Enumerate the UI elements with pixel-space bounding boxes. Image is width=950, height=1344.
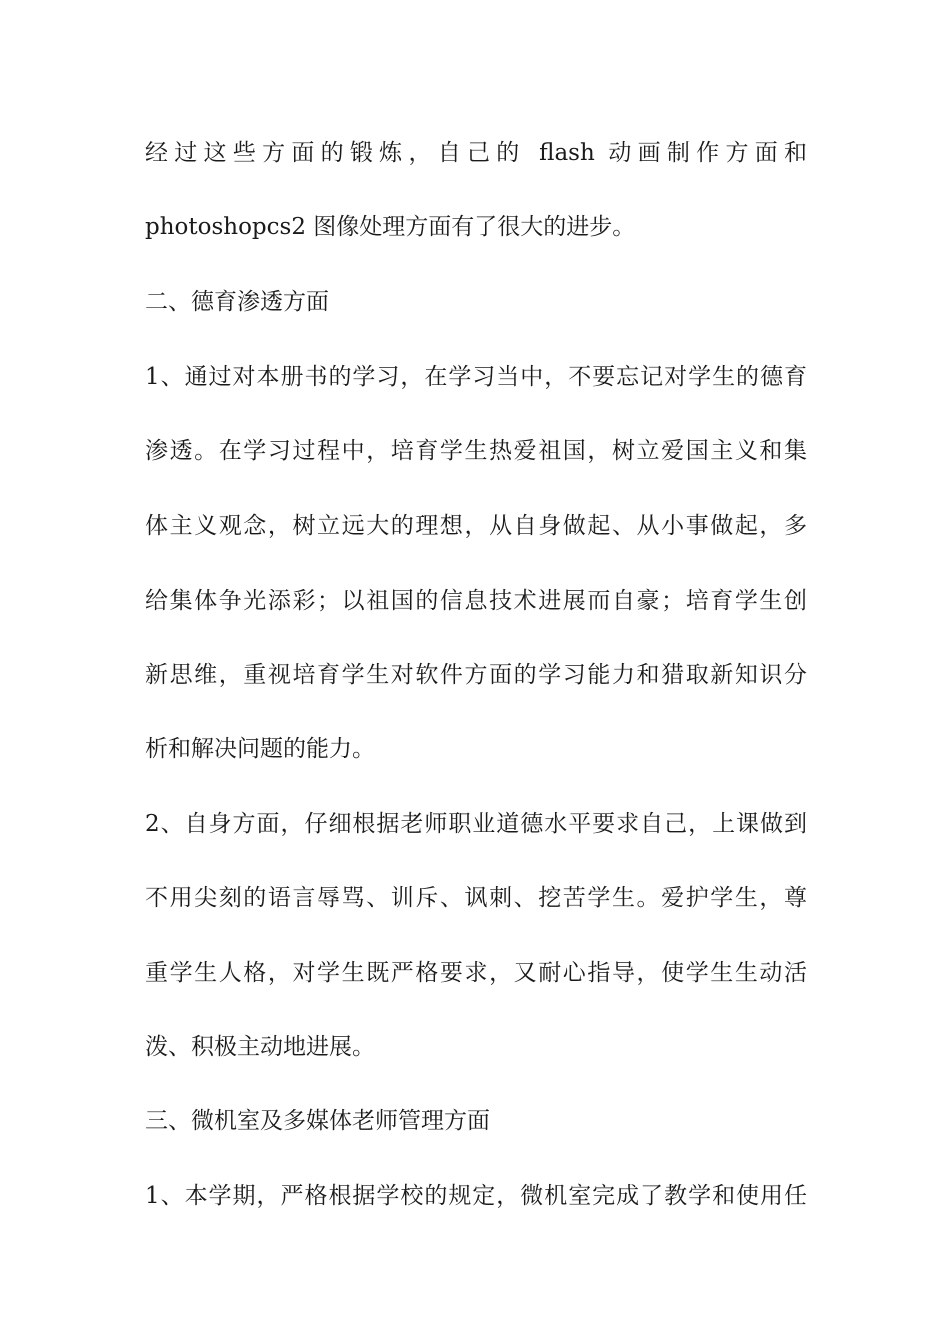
text-line: photoshopcs2 图像处理方面有了很大的进步。 (145, 214, 636, 240)
text-line: 1、本学期，严格根据学校的规定，微机室完成了教学和使用任 (145, 1183, 807, 1209)
text-line: 析和解决问题的能力。 (145, 736, 375, 762)
text-line: 新思维，重视培育学生对软件方面的学习能力和猎取新知识分 (145, 662, 807, 688)
text-line: 重学生人格，对学生既严格要求，又耐心指导，使学生生动活 (145, 960, 807, 986)
text-line: 泼、积极主动地进展。 (145, 1034, 375, 1060)
text-line: 给集体争光添彩；以祖国的信息技术进展而自豪；培育学生创 (145, 588, 807, 614)
section-heading: 二、德育渗透方面 (145, 289, 329, 315)
text-line: 体主义观念，树立远大的理想，从自身做起、从小事做起，多 (145, 513, 807, 539)
text-line: 渗透。在学习过程中，培育学生热爱祖国，树立爱国主义和集 (145, 438, 807, 464)
text-line: 2、自身方面，仔细根据老师职业道德水平要求自己，上课做到 (145, 811, 807, 837)
text-line: 1、通过对本册书的学习，在学习当中，不要忘记对学生的德育 (145, 364, 807, 390)
text-line: 不用尖刻的语言辱骂、训斥、讽刺、挖苦学生。爱护学生，尊 (145, 885, 807, 911)
text-line: 经过这些方面的锻炼，自己的 flash 动画制作方面和 (145, 140, 807, 166)
section-heading: 三、微机室及多媒体老师管理方面 (145, 1108, 490, 1134)
